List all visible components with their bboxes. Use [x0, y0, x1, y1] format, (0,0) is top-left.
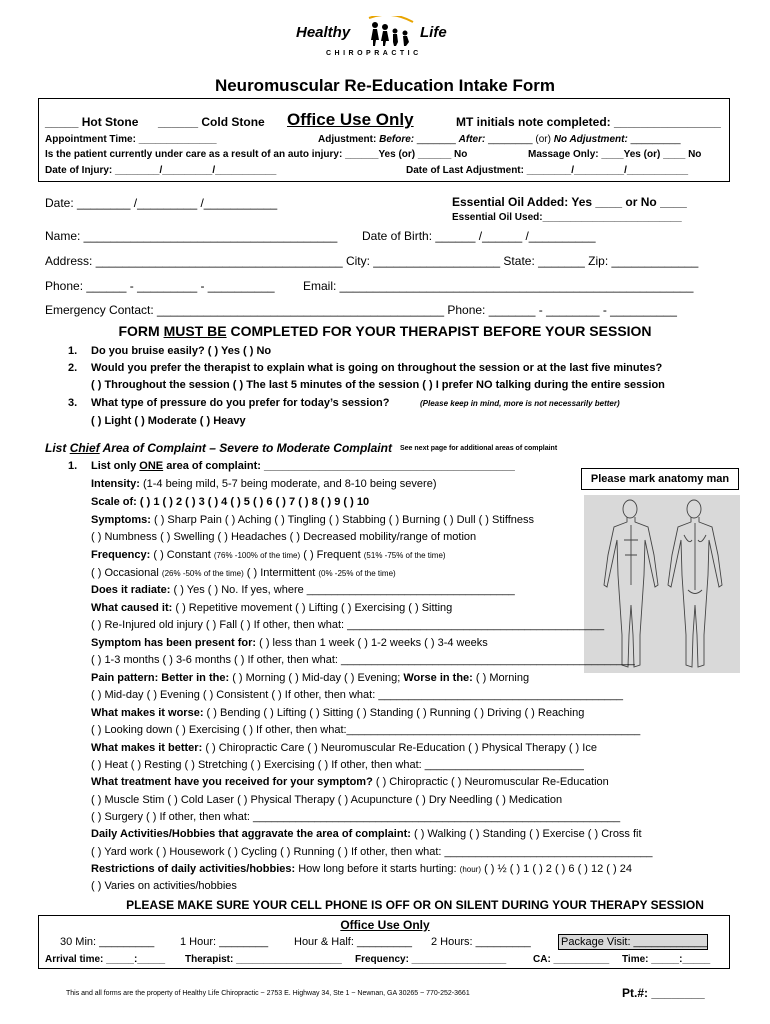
- logo-subtitle: CHIROPRACTIC: [326, 50, 422, 57]
- form-title: Neuromuscular Re-Education Intake Form: [214, 76, 556, 95]
- freq-occasional-pct: (26% -50% of the time): [161, 569, 244, 578]
- additional-areas-note: See next page for additional areas of complaint: [400, 445, 558, 452]
- no-adjustment-label: No Adjustment:: [553, 134, 628, 145]
- q1-number: 1.: [68, 345, 78, 357]
- banner-part-1: FORM: [118, 323, 160, 339]
- restrictions-line-2[interactable]: ( ) Varies on activities/hobbies: [91, 880, 237, 892]
- email-field[interactable]: Email: _____________________________________________________: [303, 279, 694, 293]
- pain-scale-options[interactable]: Scale of: ( ) 1 ( ) 2 ( ) 3 ( ) 4 ( ) 5 ( ) 6 ( ) 7 ( ) 8 ( ) 9 ( ) 10: [91, 496, 370, 508]
- makes-worse-line[interactable]: [91, 707, 584, 719]
- logo-word-life: Life: [420, 24, 447, 41]
- symptoms-options-1: ( ) Sharp Pain ( ) Aching ( ) Tingling ( ) Stabbing ( ) Burning ( ) Dull ( ) Stiffness: [153, 514, 535, 526]
- q1-bruise[interactable]: Do you bruise easily? ( ) Yes ( ) No: [91, 345, 272, 357]
- freq-frequent-pct: (51% -75% of the time): [363, 551, 446, 560]
- list-one-area-field[interactable]: [91, 460, 515, 472]
- makes-better-text: ( ) Chiropractic Care ( ) Neuromuscular Re-Education ( ) Physical Therapy ( ) Ice: [205, 742, 597, 754]
- daily-activities-label: Daily Activities/Hobbies that aggravate the area of complaint:: [91, 828, 411, 840]
- last-adjustment-field[interactable]: Date of Last Adjustment: ________/_________/___________: [406, 165, 689, 176]
- mt-initials-field[interactable]: MT initials note completed: ________________: [456, 115, 721, 129]
- worse-in-text: ( ) Morning: [475, 672, 530, 684]
- anatomy-label-box: Please mark anatomy man: [581, 468, 739, 490]
- frequency-line-2[interactable]: [91, 567, 396, 579]
- time-field[interactable]: Time: _____:_____: [622, 954, 711, 965]
- pain-pattern-line[interactable]: [91, 672, 529, 684]
- pattern-label: Pain pattern: Better in the:: [91, 672, 230, 684]
- radiate-text: ( ) Yes ( ) No. If yes, where __________________________________: [173, 584, 515, 596]
- restrictions-unit: (hour): [459, 865, 481, 874]
- daily-activities-line-2[interactable]: ( ) Yard work ( ) Housework ( ) Cycling ( ) Running ( ) If other, then what: __________________________________: [91, 846, 653, 858]
- daily-activities-line[interactable]: [91, 828, 642, 840]
- hour-half-field[interactable]: Hour & Half: _________: [294, 936, 413, 948]
- hour1-field[interactable]: 1 Hour: ________: [180, 936, 269, 948]
- frequency-line[interactable]: [91, 549, 446, 561]
- patient-number-field[interactable]: Pt.#: ________: [622, 986, 705, 1000]
- symptoms-options-2[interactable]: ( ) Numbness ( ) Swelling ( ) Headaches ( ) Decreased mobility/range of motion: [91, 531, 477, 543]
- present-text: ( ) less than 1 week ( ) 1-2 weeks ( ) 3-4 weeks: [259, 637, 488, 649]
- freq-occasional: ( ) Occasional: [91, 567, 159, 579]
- caused-line[interactable]: [91, 602, 452, 614]
- bottom-office-use-title: Office Use Only: [340, 918, 430, 932]
- restrictions-label: Restrictions of daily activities/hobbies:: [91, 863, 296, 875]
- date-of-injury-field[interactable]: Date of Injury: ________/_________/___________: [45, 165, 277, 176]
- before-label: Before:: [379, 134, 415, 145]
- restrictions-options: ( ) ½ ( ) 1 ( ) 2 ( ) 6 ( ) 12 ( ) 24: [484, 863, 632, 875]
- ca-field[interactable]: CA: __________: [533, 954, 610, 965]
- makes-better-label: What makes it better:: [91, 742, 203, 754]
- chief-complaint-heading: [45, 441, 392, 455]
- complaint-item-number: 1.: [68, 460, 78, 472]
- hours2-field[interactable]: 2 Hours: _________: [431, 936, 531, 948]
- freq-constant-pct: (76% -100% of the time): [213, 551, 301, 560]
- present-line-2[interactable]: ( ) 1-3 months ( ) 3-6 months ( ) If other, then what: ________________________________________________: [91, 654, 635, 666]
- therapist-field[interactable]: Therapist: ___________________: [185, 954, 342, 965]
- freq-intermittent: ( ) Intermittent: [246, 567, 316, 579]
- dob-field[interactable]: Date of Birth: ______ /______ /__________: [362, 229, 596, 243]
- q3-note: (Please keep in mind, more is not necessarily better): [420, 399, 620, 408]
- present-line[interactable]: [91, 637, 488, 649]
- symptoms-line[interactable]: [91, 514, 534, 526]
- heading-chief: Chief: [69, 441, 100, 455]
- intensity-text: (1-4 being mild, 5-7 being moderate, and 8-10 being severe): [142, 478, 437, 490]
- address-field[interactable]: Address: _____________________________________ City: ___________________ State: _______ Zip: _____________: [45, 254, 699, 268]
- anatomy-body-icon: [584, 495, 740, 673]
- q2-options[interactable]: ( ) Throughout the session ( ) The last 5 minutes of the session ( ) I prefer NO talking during the entire session: [91, 379, 665, 391]
- intensity-line: [91, 478, 436, 490]
- logo-word-healthy: Healthy: [296, 24, 351, 41]
- pain-pattern-line-2[interactable]: ( ) Mid-day ( ) Evening ( ) Consistent ( ) If other, then what: ________________________________________: [91, 689, 624, 701]
- banner-part-2: MUST BE: [163, 323, 227, 339]
- makes-better-line[interactable]: [91, 742, 597, 754]
- freq-frequent: ( ) Frequent: [303, 549, 361, 561]
- treatment-label: What treatment have you received for your symptom?: [91, 776, 373, 788]
- makes-better-line-2[interactable]: ( ) Heat ( ) Resting ( ) Stretching ( ) Exercising ( ) If other, then what: __________________________: [91, 759, 584, 771]
- q2-number: 2.: [68, 362, 78, 374]
- treatment-line-2[interactable]: ( ) Muscle Stim ( ) Cold Laser ( ) Physical Therapy ( ) Acupuncture ( ) Dry Needling ( ) Medication: [91, 794, 563, 806]
- no-adjustment-blank[interactable]: _________: [630, 134, 681, 145]
- symptoms-label: Symptoms:: [91, 514, 151, 526]
- massage-only-field[interactable]: Massage Only: ____Yes (or) ____ No: [528, 149, 702, 160]
- makes-worse-text: ( ) Bending ( ) Lifting ( ) Sitting ( ) Standing ( ) Running ( ) Driving ( ) Reaching: [206, 707, 585, 719]
- makes-worse-line-2[interactable]: ( ) Looking down ( ) Exercising ( ) If other, then what:________________________________________________: [91, 724, 641, 736]
- office-use-title: Office Use Only: [287, 110, 414, 129]
- before-blank[interactable]: _______: [416, 134, 456, 145]
- q3-number: 3.: [68, 397, 78, 409]
- package-visit-field[interactable]: Package Visit: ____________: [558, 934, 708, 950]
- frequency-label: Frequency:: [91, 549, 151, 561]
- hot-stone-field[interactable]: _____ Hot Stone: [45, 115, 139, 129]
- present-label: Symptom has been present for:: [91, 637, 257, 649]
- heading-list: List: [45, 441, 67, 455]
- appointment-time-field[interactable]: Appointment Time: ______________: [45, 134, 217, 145]
- adjustment-label: Adjustment:: [318, 134, 377, 145]
- arrival-time-field[interactable]: Arrival time: _____:_____: [45, 954, 166, 965]
- essential-oil-added-field[interactable]: Essential Oil Added: Yes ____ or No ____: [452, 195, 687, 209]
- cold-stone-field[interactable]: ______ Cold Stone: [158, 115, 265, 129]
- essential-oil-used-field[interactable]: Essential Oil Used:_________________________: [452, 212, 682, 223]
- banner-part-3: COMPLETED FOR YOUR THERAPIST BEFORE YOUR SESSION: [230, 323, 652, 339]
- caused-label: What caused it:: [91, 602, 173, 614]
- heading-area: Area of Complaint – Severe to Moderate Complaint: [102, 441, 392, 455]
- treatment-line-3[interactable]: ( ) Surgery ( ) If other, then what: ____________________________________________________________: [91, 811, 621, 823]
- intensity-label: Intensity:: [91, 478, 140, 490]
- auto-injury-field[interactable]: Is the patient currently under care as a result of an auto injury: ______Yes (or) ______ No: [45, 149, 468, 160]
- caused-text: ( ) Repetitive movement ( ) Lifting ( ) Exercising ( ) Sitting: [175, 602, 453, 614]
- treatment-line[interactable]: [91, 776, 609, 788]
- healthy-life-logo: [290, 14, 470, 64]
- caused-line-2[interactable]: ( ) Re-Injured old injury ( ) Fall ( ) If other, then what: __________________________________________: [91, 619, 605, 631]
- min30-field[interactable]: 30 Min: _________: [60, 936, 155, 948]
- treatment-text: ( ) Chiropractic ( ) Neuromuscular Re-Education: [375, 776, 609, 788]
- anatomy-man-figure[interactable]: [584, 495, 740, 673]
- radiate-label: Does it radiate:: [91, 584, 171, 596]
- radiate-line[interactable]: [91, 584, 515, 596]
- restrictions-text: How long before it starts hurting:: [298, 863, 457, 875]
- list-only-text: List only: [91, 460, 137, 472]
- freq-intermittent-pct: (0% -25% of the time): [318, 569, 396, 578]
- makes-worse-label: What makes it worse:: [91, 707, 204, 719]
- adjustment-line: [318, 134, 681, 145]
- after-label: After:: [458, 134, 486, 145]
- cell-phone-notice: PLEASE MAKE SURE YOUR CELL PHONE IS OFF OR ON SILENT DURING YOUR THERAPY SESSION: [126, 898, 704, 912]
- after-blank[interactable]: ________ (or): [488, 134, 551, 145]
- worse-in-label: Worse in the:: [403, 672, 473, 684]
- daily-activities-text: ( ) Walking ( ) Standing ( ) Exercise ( ) Cross fit: [413, 828, 642, 840]
- name-field[interactable]: Name: ______________________________________: [45, 229, 338, 243]
- phone-field[interactable]: Phone: ______ - _________ - __________: [45, 279, 275, 293]
- q3-options[interactable]: ( ) Light ( ) Moderate ( ) Heavy: [91, 415, 246, 427]
- emergency-contact-field[interactable]: Emergency Contact: ___________________________________________ Phone: _______ - ________ - __________: [45, 303, 677, 317]
- restrictions-line[interactable]: [91, 863, 632, 875]
- date-field[interactable]: Date: ________ /_________ /___________: [45, 196, 278, 210]
- footer-property-text: This and all forms are the property of Healthy Life Chiropractic ~ 2753 E. Highway 34, Ste 1 ~ Newnan, GA 30265 ~ 770-252-3661: [66, 990, 470, 997]
- family-figures-icon: [365, 16, 417, 48]
- list-only-area: area of complaint: _________________________________________: [166, 460, 515, 472]
- freq-constant: ( ) Constant: [153, 549, 211, 561]
- list-only-one: ONE: [139, 460, 164, 472]
- q3-pressure: What type of pressure do you prefer for today’s session?: [91, 397, 390, 409]
- q2-explain: Would you prefer the therapist to explain what is going on throughout the session or at the last five minutes?: [91, 362, 663, 374]
- frequency-field[interactable]: Frequency: _________________: [355, 954, 507, 965]
- pattern-text: ( ) Morning ( ) Mid-day ( ) Evening;: [232, 672, 401, 684]
- form-must-be-completed-banner: [0, 323, 770, 339]
